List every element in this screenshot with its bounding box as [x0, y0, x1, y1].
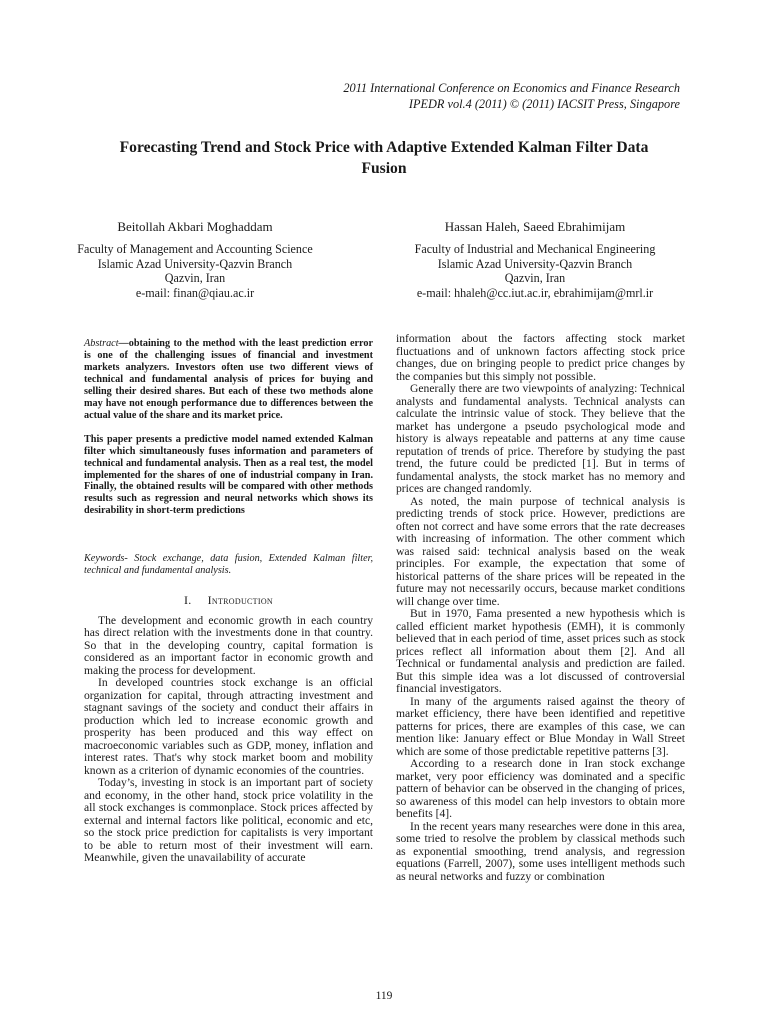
- section-number: I.: [184, 593, 192, 608]
- author-block-2: [385, 220, 685, 301]
- conference-header: [240, 80, 680, 112]
- body-paragraph: Generally there are two viewpoints of analyzing: Technical analysts and fundamental analysts. Technical analysts can calculate the intrinsic value of stock. They believe that the market has undergone a pseudo psychological mode and history is always repeatable and patterns at any time cause reputation of trends of price. Therefore by studying the past trend, the future could be predicted [1]. But in terms of fundamental analysts, the stock market has no memory and prices are changed randomly.: [396, 382, 685, 495]
- keywords: Keywords- Stock exchange, data fusion, Extended Kalman filter, technical and fundamental analysis.: [84, 553, 373, 577]
- body-paragraph: In the recent years many researches were done in this area, some tried to resolve the problem by classical methods such as exponential smoothing, trend analysis, and regression equations (Farrell, 2007), some uses intelligent methods such as neural networks and fuzzy or combination: [396, 819, 685, 883]
- body-paragraph: Today’s, investing in stock is an important part of society and economy, in the other hand, stock price volatility in the all stock exchanges is commonplace. Stock prices affected by external and internal factors like political, economic and etc, so the stock price prediction for capitalists is very important to be able to return most of their investment will earn. Meanwhile, given the unavailability of accurate: [84, 776, 373, 865]
- section-title: Introduction: [207, 593, 273, 608]
- page-number: 119: [375, 990, 393, 1002]
- body-paragraph: The development and economic growth in each country has direct relation with the investments done in that country. So that in the developing country, capital formation is considered as an important factor in economic growth and making the process for development.: [84, 613, 373, 677]
- author-department: Faculty of Management and Accounting Science: [77, 241, 313, 256]
- abstract-paragraph-1: [84, 338, 373, 422]
- author-city: Qazvin, Iran: [164, 271, 226, 286]
- author-block-1: [45, 220, 345, 301]
- publication-info: IPEDR vol.4 (2011) © (2011) IACSIT Press, Singapore: [408, 97, 680, 111]
- body-paragraph: In developed countries stock exchange is an official organization for capital, through attracting investment and stagnant savings of the society and conduct their affairs in production which led to increase economic growth and prosperity has been produced and this way effect on macroeconomic variables such as GDP, money, inflation and interest rates. That's why stock market boom and mobility known as a criterion of dynamic economies of the countries.: [84, 676, 373, 777]
- body-paragraph: As noted, the main purpose of technical analysis is predicting trends of stock price. However, predictions are often not correct and have some errors that the rate decreases with increasing of information. The other comment which was raised said: technical analysis based on the weak principles. For example, the expectation that some of historical patterns of the share prices will be repeated in the future may not necessarily occurs, because market conditions will change over time.: [396, 494, 685, 608]
- paper-title: [60, 137, 708, 179]
- body-paragraph-continued: information about the factors affecting stock market fluctuations and of unknown factors affecting stock price changes, due on bringing people to predict price changes by the companies but this simply not possible.: [396, 332, 685, 383]
- abstract-paragraph-2: This paper presents a predictive model named extended Kalman filter which simultaneously fuses information and parameters of technical and fundamental analysis. Then as a real test, the model implemented for the shares of one of industrial company in Iran. Finally, the obtained results will be compared with other methods results such as regression and neural networks which shows its desirability in short-term predictions: [84, 433, 373, 517]
- author-email: e-mail: finan@qiau.ac.ir: [135, 286, 255, 301]
- abstract-text: —obtaining to the method with the least prediction error is one of the challenging issues of financial and investment markets analyzers. Investors often use two different views of technical and fundamental analysis of prices for buying and selling their desired shares. But each of these two methods alone may have not enough performance due to differences between the actual value of the share and its market price.: [84, 338, 373, 421]
- left-column: [84, 338, 373, 865]
- title-line-2: Fusion: [361, 160, 407, 177]
- section-heading: [84, 594, 373, 607]
- author-name: Hassan Haleh, Saeed Ebrahimijam: [444, 219, 626, 234]
- author-name: Beitollah Akbari Moghaddam: [117, 219, 273, 234]
- author-department: Faculty of Industrial and Mechanical Engineering: [414, 241, 656, 256]
- author-university: Islamic Azad University-Qazvin Branch: [97, 256, 293, 271]
- title-line-1: Forecasting Trend and Stock Price with Adaptive Extended Kalman Filter Data: [119, 139, 649, 156]
- author-university: Islamic Azad University-Qazvin Branch: [437, 256, 633, 271]
- body-paragraph: But in 1970, Fama presented a new hypothesis which is called efficient market hypothesis (EMH), it is commonly believed that in each period of time, asset prices such as stock prices reflect all information about them [2]. And all Technical or fundamental analysis and prediction are failed. But this simple idea was a lot discussed of controversial financial investigators.: [396, 607, 685, 695]
- author-email: e-mail: hhaleh@cc.iut.ac.ir, ebrahimijam@mrl.ir: [416, 286, 654, 301]
- body-paragraph: In many of the arguments raised against the theory of market efficiency, there have been identified and repetitive patterns for prices, there are examples of this case, we can mention like: January effect or Blue Monday in Wall Street which are some of those predictable repetitive patterns [3].: [396, 694, 685, 758]
- author-city: Qazvin, Iran: [504, 271, 566, 286]
- right-column: [396, 333, 685, 883]
- conference-name: 2011 International Conference on Economics and Finance Research: [343, 81, 680, 95]
- abstract-label: Abstract: [84, 338, 119, 349]
- body-paragraph: According to a research done in Iran stock exchange market, very poor efficiency was dominated and a specific pattern of behavior can be observed in the changing of prices, so awareness of this model can help investors to obtain more benefits [4].: [396, 757, 685, 820]
